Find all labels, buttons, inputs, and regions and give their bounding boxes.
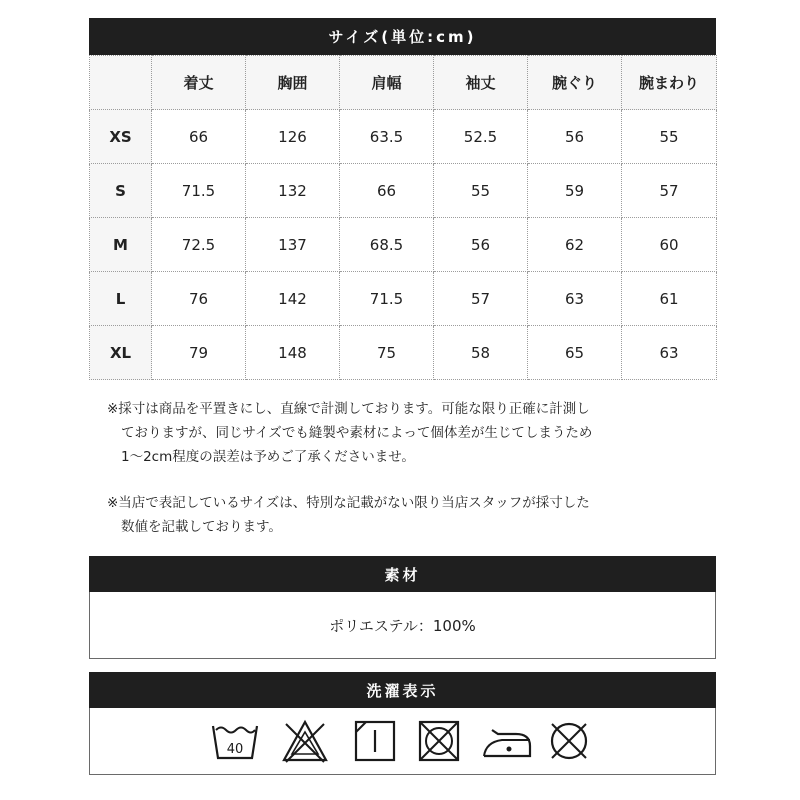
wash-40-icon <box>210 718 260 764</box>
table-cell: 56 <box>528 110 622 164</box>
table-cell: 132 <box>246 164 340 218</box>
material-section-title: 素材 <box>384 565 421 584</box>
line-dry-icon <box>352 718 398 764</box>
wash-temperature: 40 <box>226 742 244 757</box>
note-line: ておりますが、同じサイズでも縫製や素材によって個体差が生じてしまうため <box>121 425 593 441</box>
size-label: XS <box>90 110 152 164</box>
table-cell: 55 <box>622 110 717 164</box>
no-dry-clean-icon <box>545 718 593 764</box>
table-cell: 59 <box>528 164 622 218</box>
column-header: 腕ぐり <box>528 56 622 110</box>
size-table-header-row <box>90 56 717 110</box>
table-cell: 61 <box>622 272 717 326</box>
table-cell: 63.5 <box>340 110 434 164</box>
table-cell: 68.5 <box>340 218 434 272</box>
table-cell: 63 <box>528 272 622 326</box>
no-tumble-dry-icon <box>416 718 462 764</box>
no-bleach-icon <box>280 718 330 764</box>
table-cell: 57 <box>622 164 717 218</box>
table-row <box>90 110 717 164</box>
table-row <box>90 164 717 218</box>
material-box <box>89 592 716 659</box>
washing-section-title: 洗濯表示 <box>366 681 439 700</box>
note-line: 数値を記載しております。 <box>121 519 282 535</box>
column-header: 腕まわり <box>622 56 717 110</box>
column-header: 袖丈 <box>434 56 528 110</box>
table-cell: 72.5 <box>152 218 246 272</box>
material-value: ポリエステル：100% <box>329 616 476 635</box>
table-corner-cell <box>90 56 152 110</box>
table-cell: 71.5 <box>152 164 246 218</box>
table-cell: 142 <box>246 272 340 326</box>
table-cell: 79 <box>152 326 246 380</box>
table-cell: 66 <box>152 110 246 164</box>
table-cell: 55 <box>434 164 528 218</box>
table-cell: 65 <box>528 326 622 380</box>
table-row <box>90 218 717 272</box>
table-cell: 75 <box>340 326 434 380</box>
table-cell: 57 <box>434 272 528 326</box>
table-row <box>90 326 717 380</box>
size-label: L <box>90 272 152 326</box>
size-section-header <box>89 18 716 55</box>
size-label: XL <box>90 326 152 380</box>
size-table <box>89 55 717 380</box>
table-cell: 126 <box>246 110 340 164</box>
table-cell: 137 <box>246 218 340 272</box>
column-header: 胸囲 <box>246 56 340 110</box>
low-iron-icon <box>480 718 534 764</box>
table-cell: 63 <box>622 326 717 380</box>
table-cell: 76 <box>152 272 246 326</box>
table-cell: 52.5 <box>434 110 528 164</box>
table-cell: 58 <box>434 326 528 380</box>
size-label: S <box>90 164 152 218</box>
column-header: 着丈 <box>152 56 246 110</box>
size-section-title: サイズ(単位:cm) <box>328 28 477 46</box>
note-line: ※採寸は商品を平置きにし、直線で計測しております。可能な限り正確に計測し <box>107 401 590 417</box>
washing-section-header <box>89 672 716 708</box>
table-cell: 148 <box>246 326 340 380</box>
note-line: ※当店で表記しているサイズは、特別な記載がない限り当店スタッフが採寸した <box>107 495 590 511</box>
table-cell: 71.5 <box>340 272 434 326</box>
size-notation-note <box>107 491 590 539</box>
measurement-note <box>107 397 592 469</box>
table-cell: 60 <box>622 218 717 272</box>
note-line: 1～2cm程度の誤差は予めご了承くださいませ。 <box>121 449 415 465</box>
care-icons <box>210 718 595 764</box>
column-header: 肩幅 <box>340 56 434 110</box>
table-cell: 56 <box>434 218 528 272</box>
table-row <box>90 272 717 326</box>
table-cell: 66 <box>340 164 434 218</box>
table-cell: 62 <box>528 218 622 272</box>
size-label: M <box>90 218 152 272</box>
material-section-header <box>89 556 716 592</box>
